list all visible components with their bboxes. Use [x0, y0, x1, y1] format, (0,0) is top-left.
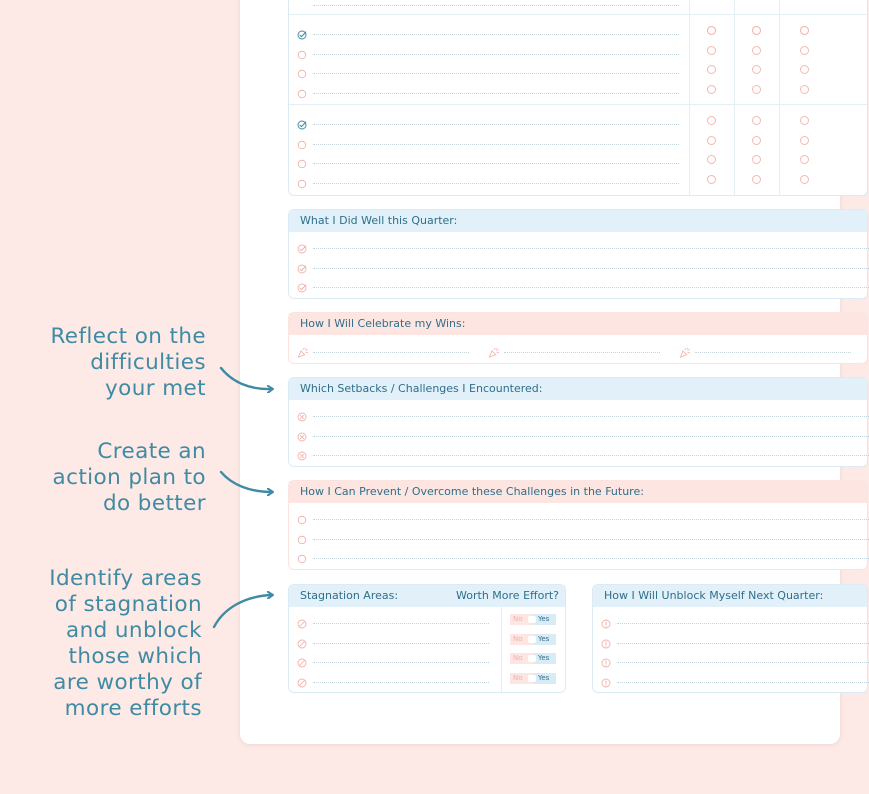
check-circle-icon [297, 259, 307, 269]
section-title: Which Setbacks / Challenges I Encountered: [289, 378, 867, 400]
section-title: Stagnation Areas: [300, 589, 399, 602]
entry-line[interactable] [289, 277, 869, 291]
circle-icon[interactable] [800, 116, 809, 125]
entry-line[interactable] [289, 173, 679, 187]
circle-icon[interactable] [707, 136, 716, 145]
circle-icon[interactable] [707, 116, 716, 125]
x-circle-icon [297, 427, 307, 437]
circle-icon[interactable] [800, 85, 809, 94]
circle-icon [297, 174, 307, 184]
entry-line[interactable] [289, 258, 869, 272]
entry-line[interactable] [289, 652, 489, 666]
stagnation-section [288, 584, 566, 693]
circle-icon[interactable] [707, 175, 716, 184]
no-yes-toggle[interactable] [510, 614, 556, 625]
circle-icon[interactable] [752, 26, 761, 35]
x-circle-icon [297, 407, 307, 417]
no-yes-toggle[interactable] [510, 673, 556, 684]
entry-line[interactable] [289, 238, 869, 252]
check-circle-icon [297, 25, 307, 35]
callout-reflect [50, 324, 206, 402]
yes-option[interactable]: Yes [533, 653, 556, 664]
circle-icon [297, 510, 307, 520]
entry-line[interactable] [289, 63, 679, 77]
party-popper-icon [679, 343, 689, 353]
no-yes-toggle[interactable] [510, 634, 556, 645]
circle-icon[interactable] [707, 46, 716, 55]
exclamation-circle-icon [601, 614, 611, 624]
callout-line: and unblock [66, 618, 202, 643]
callout-line: of stagnation [54, 592, 202, 617]
entry-line[interactable] [593, 613, 869, 627]
prohibit-icon [297, 614, 307, 624]
entry-line[interactable] [289, 134, 679, 148]
section-title: What I Did Well this Quarter: [289, 210, 867, 232]
callout-line: Create an [97, 439, 206, 464]
exclamation-circle-icon [601, 634, 611, 644]
callout-line: difficulties [90, 350, 206, 375]
entry-line[interactable] [671, 342, 851, 356]
callout-line: action plan to [52, 465, 206, 490]
entry-line[interactable] [289, 153, 679, 167]
circle-icon[interactable] [752, 175, 761, 184]
entry-line[interactable] [289, 44, 679, 58]
circle-icon[interactable] [752, 116, 761, 125]
circle-icon[interactable] [707, 155, 716, 164]
circle-icon [297, 64, 307, 74]
entry-line[interactable] [289, 633, 489, 647]
setbacks-section [288, 377, 868, 467]
no-option[interactable]: No [510, 634, 533, 645]
circle-icon[interactable] [707, 85, 716, 94]
check-circle-icon [297, 115, 307, 125]
circle-icon[interactable] [752, 85, 761, 94]
entry-line[interactable] [289, 114, 679, 128]
callout-line: Identify areas [49, 566, 202, 591]
no-option[interactable]: No [510, 614, 533, 625]
callout-line: Reflect on the [50, 324, 206, 349]
callout-line: more efforts [64, 696, 202, 721]
prohibit-icon [297, 653, 307, 663]
yes-option[interactable]: Yes [533, 634, 556, 645]
entry-line[interactable] [289, 83, 679, 97]
callout-line: your met [105, 376, 206, 401]
unblock-section [592, 584, 868, 693]
entry-line[interactable] [593, 652, 869, 666]
section-title: How I Will Celebrate my Wins: [289, 313, 867, 335]
entry-line[interactable] [593, 633, 869, 647]
exclamation-circle-icon [601, 653, 611, 663]
no-option[interactable]: No [510, 653, 533, 664]
yes-option[interactable]: Yes [533, 673, 556, 684]
entry-line[interactable] [289, 426, 869, 440]
x-circle-icon [297, 446, 307, 456]
entry-line[interactable] [289, 548, 869, 562]
goals-table [288, 0, 868, 196]
circle-icon[interactable] [800, 26, 809, 35]
entry-line[interactable] [289, 529, 869, 543]
did-well-section [288, 209, 868, 299]
circle-icon[interactable] [800, 155, 809, 164]
circle-icon[interactable] [707, 26, 716, 35]
entry-line[interactable] [289, 342, 469, 356]
callout-line: those which [68, 644, 202, 669]
circle-icon [297, 530, 307, 540]
exclamation-circle-icon [601, 673, 611, 683]
check-circle-icon [297, 278, 307, 288]
section-title: How I Can Prevent / Overcome these Challenges in the Future: [289, 481, 867, 503]
section-title: How I Will Unblock Myself Next Quarter: [593, 585, 867, 607]
entry-line[interactable] [289, 406, 869, 420]
circle-icon [297, 154, 307, 164]
circle-icon[interactable] [800, 175, 809, 184]
entry-line[interactable] [593, 672, 869, 686]
circle-icon[interactable] [800, 136, 809, 145]
worth-effort-title: Worth More Effort? [456, 589, 559, 602]
party-popper-icon [297, 343, 307, 353]
circle-icon [297, 549, 307, 559]
callout-action-plan [53, 439, 206, 517]
circle-icon [297, 84, 307, 94]
planner-page [240, 0, 840, 744]
circle-icon [297, 45, 307, 55]
prohibit-icon [297, 634, 307, 644]
circle-icon[interactable] [800, 65, 809, 74]
entry-line[interactable] [289, 445, 869, 459]
circle-icon[interactable] [707, 65, 716, 74]
party-popper-icon [488, 343, 498, 353]
circle-icon[interactable] [800, 46, 809, 55]
circle-icon[interactable] [752, 65, 761, 74]
prohibit-icon [297, 673, 307, 683]
circle-icon[interactable] [752, 155, 761, 164]
yes-option[interactable]: Yes [533, 614, 556, 625]
entry-line[interactable] [480, 342, 660, 356]
entry-line[interactable] [289, 24, 679, 38]
callout-stagnation [49, 566, 202, 722]
no-yes-toggle[interactable] [510, 653, 556, 664]
circle-icon[interactable] [752, 46, 761, 55]
callout-line: do better [102, 491, 206, 516]
celebrate-section [288, 312, 868, 364]
entry-line[interactable] [289, 613, 489, 627]
prevent-section [288, 480, 868, 570]
circle-icon [297, 135, 307, 145]
entry-line[interactable] [289, 509, 869, 523]
entry-line[interactable] [289, 672, 489, 686]
check-circle-icon [297, 239, 307, 249]
circle-icon[interactable] [752, 136, 761, 145]
callout-line: are worthy of [53, 670, 202, 695]
no-option[interactable]: No [510, 673, 533, 684]
